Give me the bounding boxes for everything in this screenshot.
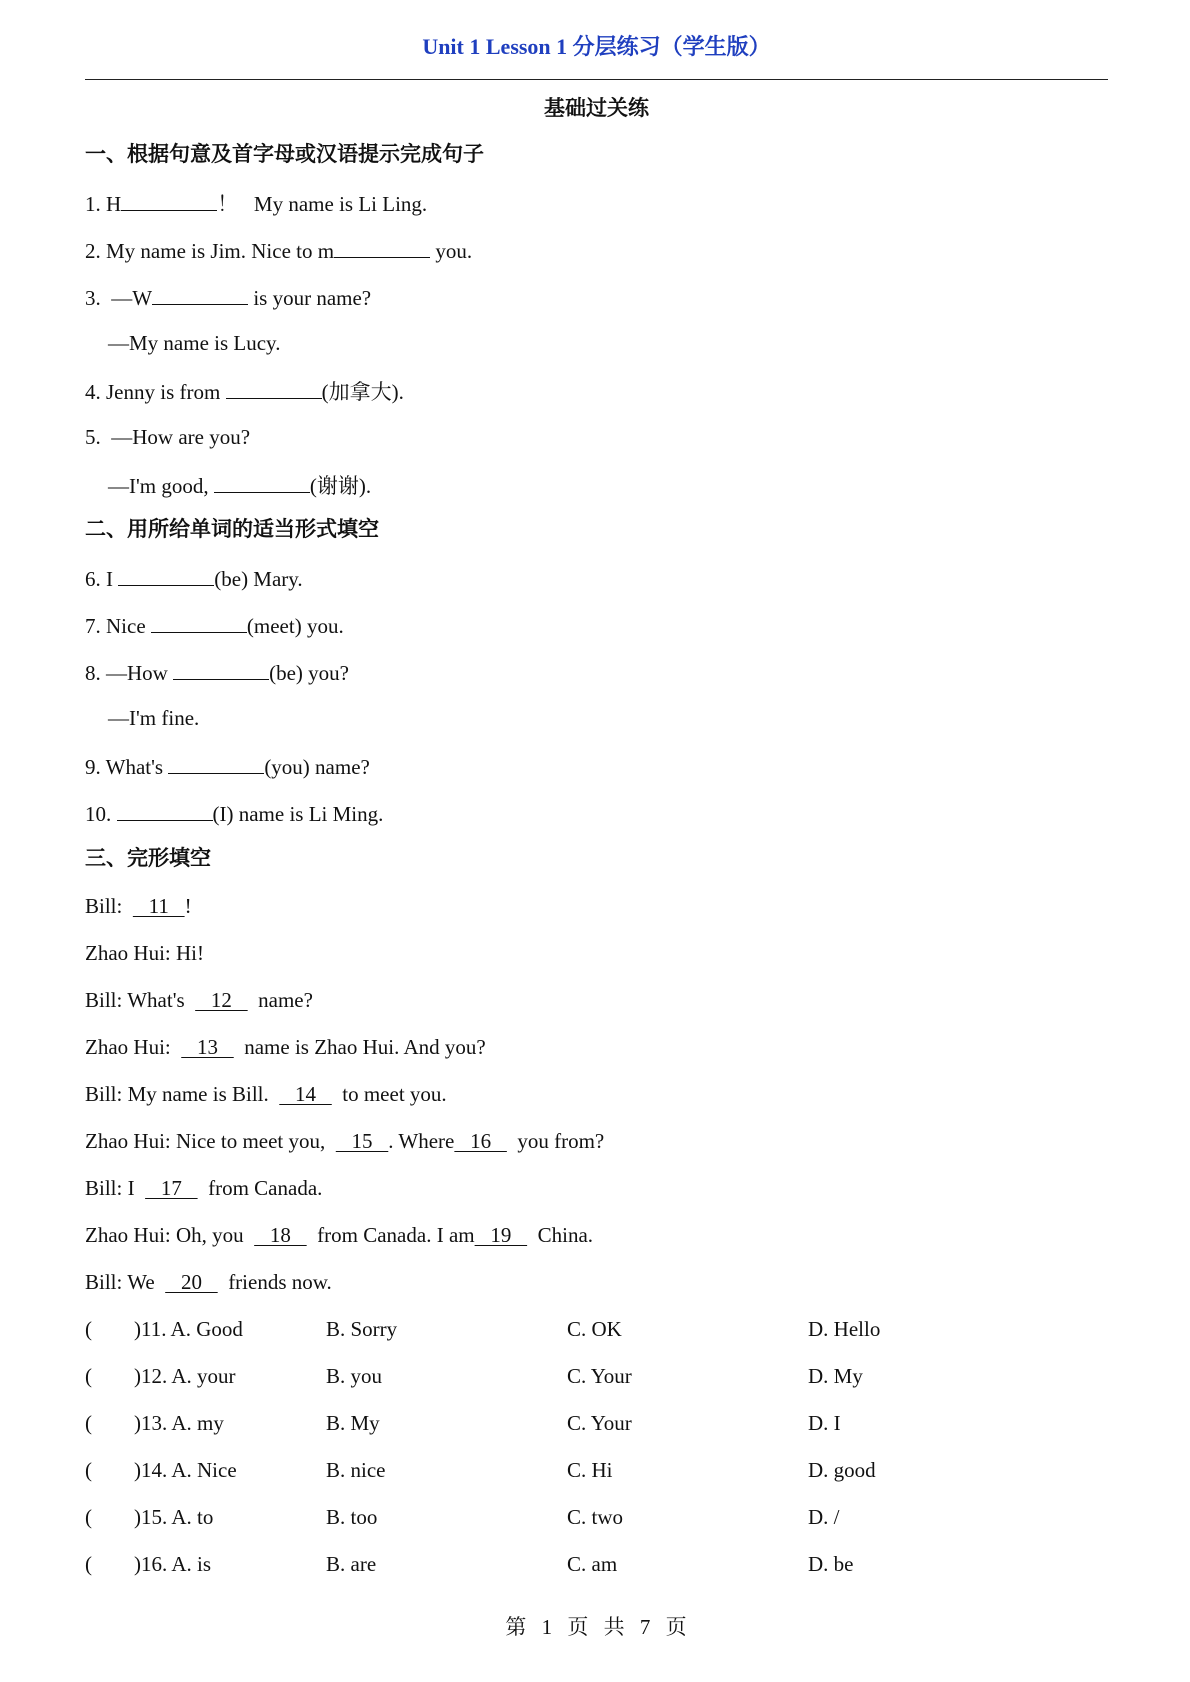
dialogue-line-5: Bill: My name is Bill. 14 to meet you.: [85, 1082, 447, 1106]
total-page-count: 7: [639, 1615, 652, 1639]
blank-number[interactable]: 20: [165, 1270, 218, 1294]
answer-blank[interactable]: [226, 376, 322, 399]
choice-option-c[interactable]: C. am: [567, 1552, 618, 1576]
choice-option-d[interactable]: D. Hello: [808, 1317, 881, 1341]
choice-question-prompt[interactable]: ( )12. A. your: [85, 1364, 236, 1388]
dialogue-line-3: Bill: What's 12 name?: [85, 988, 313, 1012]
blank-number[interactable]: 12: [195, 988, 248, 1012]
question-3-reply: —My name is Lucy.: [108, 331, 281, 355]
choice-option-d[interactable]: D. be: [808, 1552, 854, 1576]
answer-blank[interactable]: [117, 798, 213, 821]
choice-option-c[interactable]: C. OK: [567, 1317, 622, 1341]
blank-number[interactable]: 18: [254, 1223, 307, 1247]
choice-question-prompt[interactable]: ( )13. A. my: [85, 1411, 224, 1435]
blank-number[interactable]: 16: [454, 1129, 507, 1153]
choice-option-d[interactable]: D. /: [808, 1505, 840, 1529]
blank-number[interactable]: 14: [279, 1082, 332, 1106]
question-3: 3. —W is your name?: [85, 282, 371, 312]
question-4: 4. Jenny is from (加拿大).: [85, 376, 404, 406]
header-divider: [85, 79, 1108, 80]
part2-heading: 二、用所给单词的适当形式填空: [85, 517, 379, 541]
blank-number[interactable]: 17: [145, 1176, 198, 1200]
question-8-reply: —I'm fine.: [108, 706, 200, 730]
choice-option-b[interactable]: B. are: [326, 1552, 377, 1576]
blank-number[interactable]: 13: [181, 1035, 234, 1059]
choice-question-prompt[interactable]: ( )11. A. Good: [85, 1317, 243, 1341]
question-7: 7. Nice (meet) you.: [85, 610, 344, 640]
choice-option-d[interactable]: D. good: [808, 1458, 876, 1482]
dialogue-line-1: Bill: 11 !: [85, 894, 192, 918]
choice-question-prompt[interactable]: ( )15. A. to: [85, 1505, 214, 1529]
choice-option-d[interactable]: D. I: [808, 1411, 841, 1435]
dialogue-line-2: Zhao Hui: Hi!: [85, 941, 204, 965]
dialogue-line-9: Bill: We 20 friends now.: [85, 1270, 332, 1294]
answer-blank[interactable]: [334, 235, 430, 258]
dialogue-line-6: Zhao Hui: Nice to meet you, 15 . Where 16 you from?: [85, 1129, 605, 1153]
question-10: 10. (I) name is Li Ming.: [85, 798, 383, 828]
question-2: 2. My name is Jim. Nice to m you.: [85, 235, 472, 265]
question-5: 5. —How are you?: [85, 425, 251, 449]
dialogue-line-7: Bill: I 17 from Canada.: [85, 1176, 323, 1200]
part1-heading: 一、根据句意及首字母或汉语提示完成句子: [85, 142, 484, 166]
answer-blank[interactable]: [121, 188, 217, 211]
page-footer: 第 1 页 共 7 页: [505, 1615, 688, 1639]
question-9: 9. What's (you) name?: [85, 751, 370, 781]
choice-option-c[interactable]: C. Your: [567, 1411, 632, 1435]
section-title: 基础过关练: [544, 96, 649, 120]
answer-blank[interactable]: [173, 657, 269, 680]
question-8: 8. —How (be) you?: [85, 657, 349, 687]
choice-question-prompt[interactable]: ( )14. A. Nice: [85, 1458, 237, 1482]
question-1: 1. H ！ My name is Li Ling.: [85, 188, 427, 218]
answer-blank[interactable]: [214, 470, 310, 493]
choice-option-b[interactable]: B. Sorry: [326, 1317, 398, 1341]
choice-option-b[interactable]: B. you: [326, 1364, 383, 1388]
blank-number[interactable]: 15: [335, 1129, 389, 1153]
choice-option-b[interactable]: B. too: [326, 1505, 378, 1529]
choice-option-c[interactable]: C. Your: [567, 1364, 632, 1388]
choice-option-b[interactable]: B. My: [326, 1411, 380, 1435]
choice-question-prompt[interactable]: ( )16. A. is: [85, 1552, 211, 1576]
answer-blank[interactable]: [152, 282, 248, 305]
current-page-number: 1: [541, 1615, 554, 1639]
choice-option-b[interactable]: B. nice: [326, 1458, 386, 1482]
document-header-title: Unit 1 Lesson 1 分层练习（学生版）: [422, 34, 771, 59]
answer-blank[interactable]: [151, 610, 247, 633]
choice-option-c[interactable]: C. Hi: [567, 1458, 613, 1482]
blank-number[interactable]: 11: [132, 894, 185, 918]
blank-number[interactable]: 19: [474, 1223, 528, 1247]
part3-heading: 三、完形填空: [85, 846, 211, 870]
dialogue-line-4: Zhao Hui: 13 name is Zhao Hui. And you?: [85, 1035, 486, 1059]
choice-option-d[interactable]: D. My: [808, 1364, 863, 1388]
choice-option-c[interactable]: C. two: [567, 1505, 624, 1529]
answer-blank[interactable]: [168, 751, 264, 774]
answer-blank[interactable]: [118, 563, 214, 586]
question-5-reply: —I'm good, (谢谢).: [108, 470, 371, 500]
question-6: 6. I (be) Mary.: [85, 563, 303, 593]
dialogue-line-8: Zhao Hui: Oh, you 18 from Canada. I am 19 China.: [85, 1223, 594, 1247]
